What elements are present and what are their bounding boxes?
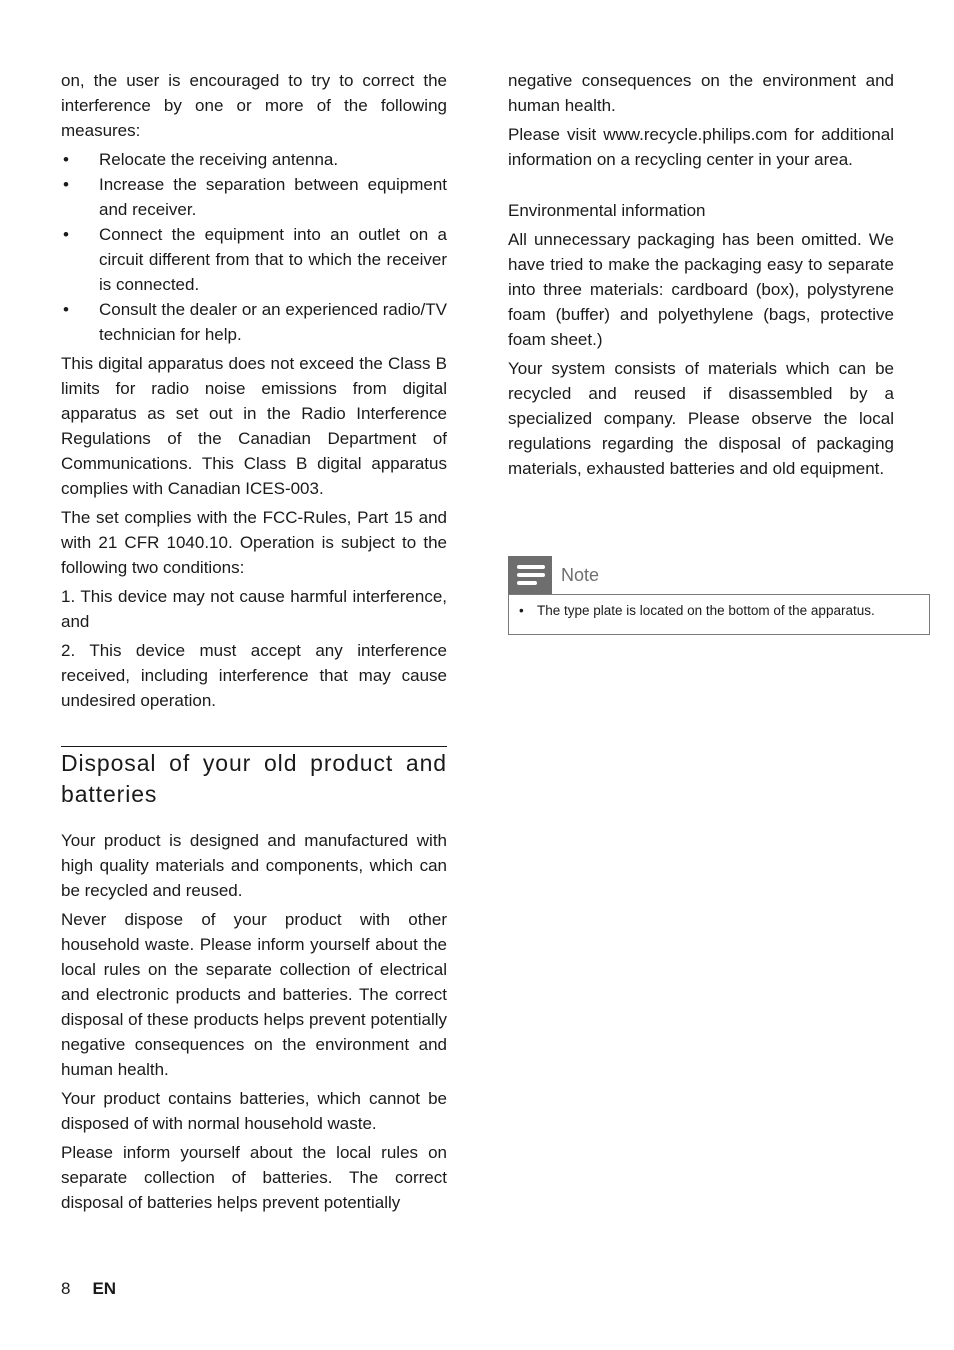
- disposal-section: [61, 746, 447, 1215]
- note-title: Note: [561, 564, 600, 585]
- fcc-compliance-paragraph: The set complies with the FCC-Rules, Part 15 and with 21 CFR 1040.10. Operation is subject to the following two conditions:: [61, 508, 447, 577]
- disposal-continuation: negative consequences on the environment and human health.: [508, 71, 894, 115]
- right-column: [508, 68, 894, 485]
- disposal-heading: Disposal of your old product and batteries: [61, 750, 447, 807]
- list-item: • Connect the equipment into an outlet on a circuit different from that to which the receiver is connected.: [61, 222, 447, 297]
- left-column: [61, 68, 447, 1219]
- note-header: [508, 556, 930, 594]
- canada-compliance-paragraph: This digital apparatus does not exceed the Class B limits for radio noise emissions from digital apparatus as set out in the Radio Interference Regulations of the Canadian Department of Communications. This Class B digital apparatus complies with Canadian ICES-003.: [61, 354, 447, 498]
- note-content: [508, 594, 930, 635]
- list-item: • Increase the separation between equipment and receiver.: [61, 172, 447, 222]
- intro-paragraph: on, the user is encouraged to try to correct the interference by one or more of the following measures:: [61, 71, 447, 140]
- disposal-paragraph-3: Your product contains batteries, which cannot be disposed of with normal household waste.: [61, 1089, 447, 1133]
- environmental-paragraph-2: Your system consists of materials which can be recycled and reused if disassembled by a specialized company. Please observe the local regulations regarding the disposal of packaging materials, exhausted batteries and old equipment.: [508, 359, 894, 478]
- environmental-heading: Environmental information: [508, 201, 706, 220]
- disposal-paragraph-4: Please inform yourself about the local rules on separate collection of batteries. The correct disposal of batteries helps prevent potentially: [61, 1143, 447, 1212]
- note-item: • The type plate is located on the bottom of the apparatus.: [519, 601, 917, 621]
- condition-1: 1. This device may not cause harmful interference, and: [61, 587, 447, 631]
- disposal-paragraph-2: Never dispose of your product with other household waste. Please inform yourself about the local rules on the separate collection of electrical and electronic products and batteries. The correct disposal of these products helps prevent potentially negative consequences on the environment and human health.: [61, 910, 447, 1079]
- note-box: [508, 556, 930, 635]
- list-item: • Consult the dealer or an experienced radio/TV technician for help.: [61, 297, 447, 347]
- recycle-visit-paragraph: Please visit www.recycle.philips.com for additional information on a recycling center in your area.: [508, 125, 894, 169]
- disposal-paragraph-1: Your product is designed and manufactured with high quality materials and components, which can be recycled and reused.: [61, 831, 447, 900]
- page-number: 8: [61, 1279, 71, 1298]
- page-footer: [61, 1279, 116, 1299]
- list-item: • Relocate the receiving antenna.: [61, 147, 447, 172]
- language-code: EN: [92, 1279, 117, 1298]
- note-icon: [508, 556, 552, 594]
- condition-2: 2. This device must accept any interference received, including interference that may cause undesired operation.: [61, 641, 447, 710]
- environmental-paragraph-1: All unnecessary packaging has been omitted. We have tried to make the packaging easy to separate into three materials: cardboard (box), polystyrene foam (buffer) and polyethylene (bags, protective foam sheet.): [508, 230, 894, 349]
- measures-list: [61, 147, 447, 347]
